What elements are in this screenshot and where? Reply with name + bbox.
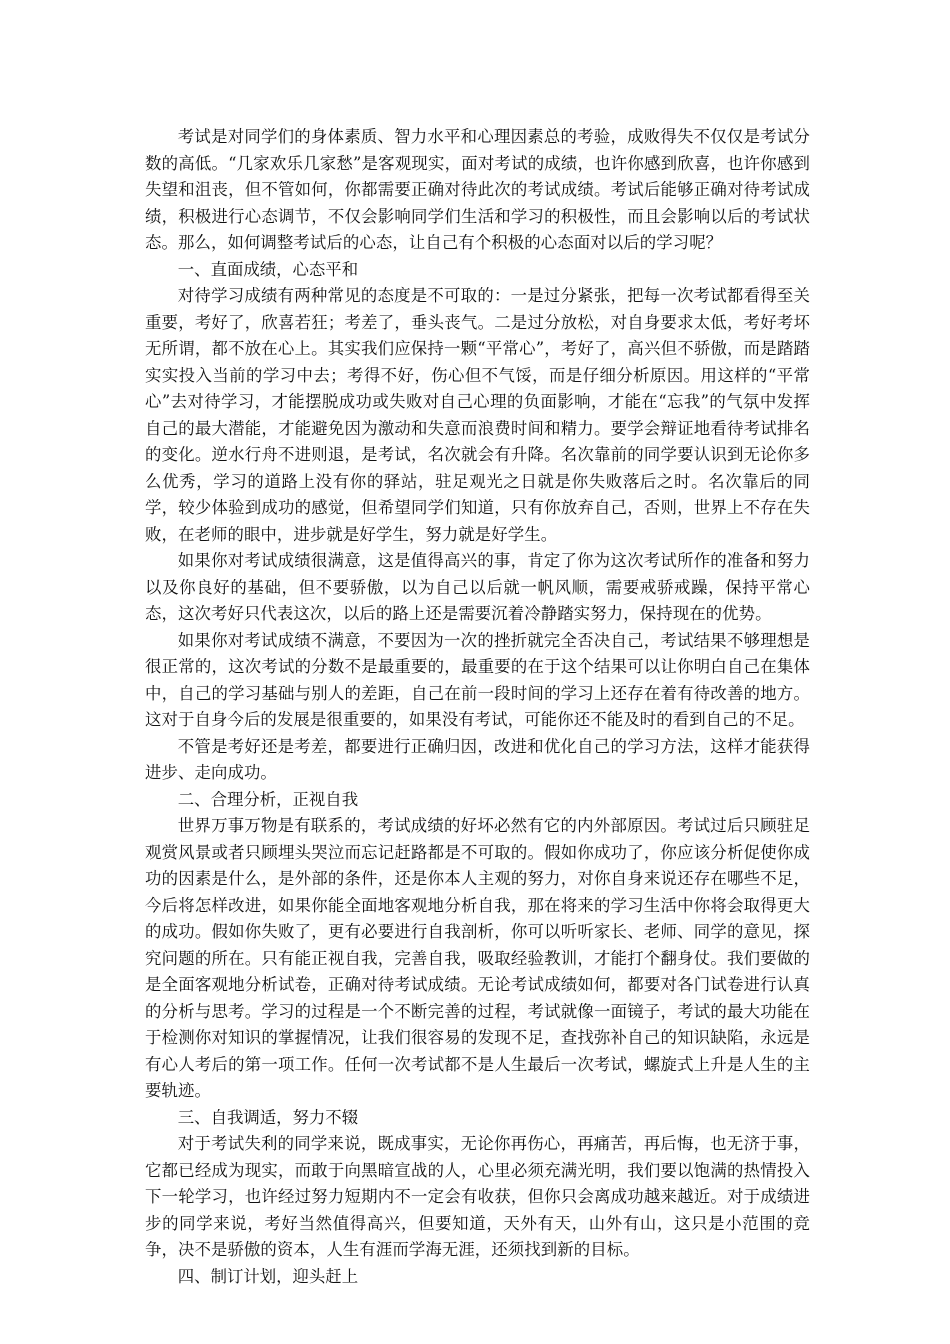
section1-paragraph-3: 如果你对考试成绩不满意，不要因为一次的挫折就完全否决自己，考试结果不够理想是很正常的，这次考试的分数不是最重要的，最重要的在于这个结果可以让你明白自己在集体中，自己的学习基础与别人的差距，自己在前一段时间的学习上还存在着有待改善的地方。这对于自身今后的发展是很重要的，如果没有考试，可能你还不能及时的看到自己的不足。 (145, 630, 810, 729)
section1-paragraph-4: 不管是考好还是考差，都要进行正确归因，改进和优化自己的学习方法，这样才能获得进步、走向成功。 (145, 736, 810, 782)
section1-paragraph-1: 对待学习成绩有两种常见的态度是不可取的：一是过分紧张，把每一次考试都看得至关重要，考好了，欣喜若狂；考差了，垂头丧气。二是过分放松，对自身要求太低，考好考坏无所谓，都不放在心上。其实我们应保持一颗“平常心”，考好了，高兴但不骄傲，而是踏踏实实投入当前的学习中去；考得不好，伤心但不气馁，而是仔细分析原因。用这样的“平常心”去对待学习，才能摆脱成功或失败对自己心理的负面影响，才能在“忘我”的气氛中发挥自己的最大潜能，才能避免因为激动和失意而浪费时间和精力。要学会辩证地看待考试排名的变化。逆水行舟不进则退，是考试，名次就会有升降。名次靠前的同学要认识到无论你多么优秀，学习的道路上没有你的驿站，驻足观光之日就是你失败落后之时。名次靠后的同学，较少体验到成功的感觉，但希望同学们知道，只有你放弃自己，否则，世界上不存在失败，在老师的眼中，进步就是好学生，努力就是好学生。 (145, 286, 810, 544)
section-heading-2: 二、合理分析，正视自我 (177, 789, 359, 809)
document-page (145, 124, 810, 1290)
section-heading-3: 三、自我调适，努力不辍 (177, 1107, 359, 1127)
intro-paragraph: 考试是对同学们的身体素质、智力水平和心理因素总的考验，成败得失不仅仅是考试分数的高低。“几家欢乐几家愁”是客观现实，面对考试的成绩，也许你感到欣喜，也许你感到失望和沮丧，但不管如何，你都需要正确对待此次的考试成绩。考试后能够正确对待考试成绩，积极进行心态调节，不仅会影响同学们生活和学习的积极性，而且会影响以后的考试状态。那么，如何调整考试后的心态，让自己有个积极的心态面对以后的学习呢？ (145, 127, 810, 252)
section1-paragraph-2: 如果你对考试成绩很满意，这是值得高兴的事，肯定了你为这次考试所作的准备和努力以及你良好的基础，但不要骄傲，以为自己以后就一帆风顺，需要戒骄戒躁，保持平常心态，这次考好只代表这次，以后的路上还是需要沉着冷静踏实努力，保持现在的优势。 (145, 551, 810, 623)
section-heading-4: 四、制订计划，迎头赶上 (177, 1266, 359, 1286)
section2-paragraph-1: 世界万事万物是有联系的，考试成绩的好坏必然有它的内外部原因。考试过后只顾驻足观赏风景或者只顾埋头哭泣而忘记赶路都是不可取的。假如你成功了，你应该分析促使你成功的因素是什么，是外部的条件，还是你本人主观的努力，对你自身来说还存在哪些不足，今后将怎样改进，如果你能全面地客观地分析自我，那在将来的学习生活中你将会取得更大的成功。假如你失败了，更有必要进行自我剖析，你可以听听家长、老师、同学的意见，探究问题的所在。只有能正视自我，完善自我，吸取经验教训，才能打个翻身仗。我们要做的是全面客观地分析试卷，正确对待考试成绩。无论考试成绩如何，都要对各门试卷进行认真的分析与思考。学习的过程是一个不断完善的过程，考试就像一面镜子，考试的最大功能在于检测你对知识的掌握情况，让我们很容易的发现不足，查找弥补自己的知识缺陷，永远是有心人考后的第一项工作。任何一次考试都不是人生最后一次考试，螺旋式上升是人生的主要轨迹。 (145, 816, 810, 1100)
section3-paragraph-1: 对于考试失利的同学来说，既成事实，无论你再伤心，再痛苦，再后悔，也无济于事，它都已经成为现实，而敢于向黑暗宣战的人，心里必须充满光明，我们要以饱满的热情投入下一轮学习，也许经过努力短期内不一定会有收获，但你只会离成功越来越近。对于成绩进步的同学来说，考好当然值得高兴，但要知道，天外有天，山外有山，这只是小范围的竞争，决不是骄傲的资本，人生有涯而学海无涯，还须找到新的目标。 (145, 1134, 810, 1259)
section-heading-1: 一、直面成绩，心态平和 (177, 259, 359, 279)
